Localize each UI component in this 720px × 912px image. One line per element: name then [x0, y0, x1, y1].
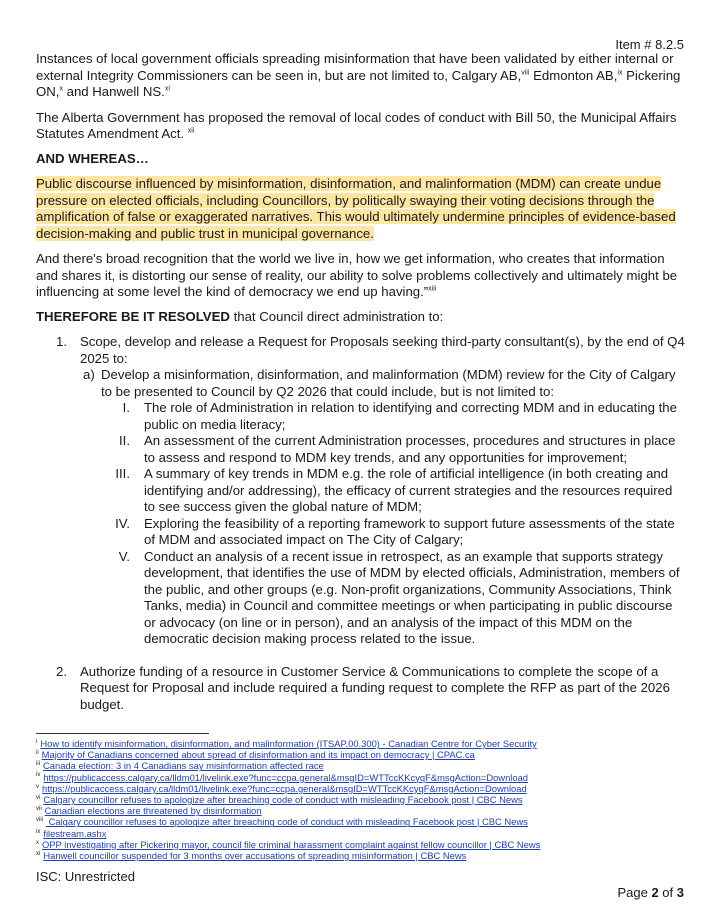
page-number: Page 2 of 3 — [617, 885, 684, 900]
footnote-ref-xiii[interactable]: xiii — [428, 285, 437, 293]
footnote-ref-xii[interactable]: xii — [187, 127, 195, 135]
footnote-link[interactable]: Majority of Canadians concerned about spread of disinformation and its impact on democracy | CPAC.ca — [41, 749, 475, 761]
footnote-link[interactable]: https://publicaccess.calgary.ca/lldm01/livelink.exe?func=ccpa.general&msgID=WTTccKKcyqF&msgAction=Download — [42, 782, 527, 794]
paragraph-misinformation-instances: Instances of local government officials spreading misinformation that have been validated by either internal or external Integrity Commissioners can be seen in, but are not limited to, Calgary AB,$^{viii}$ Edmonton AB,$^{ix}$ Pickering ON,$^x$ and Hanwell NS.$^{xi}$ — [36, 51, 681, 99]
footnote: $^{ii}$ Majority of Canadians concerned about spread of disinformation and its impact on democracy | CPAC.ca — [36, 749, 475, 761]
footnote-link[interactable]: Calgary councillor refuses to apologize after breaching code of conduct with misleading Facebook post | CBC News — [46, 816, 528, 828]
footnote: $^i$ How to identify misinformation, disinformation, and malinformation (ITSAP.00.300) - Canadian Centre for Cyber Security — [36, 738, 537, 749]
resolution-list — [36, 334, 686, 713]
footnote-link[interactable]: https://publicaccess.calgary.ca/lldm01/livelink.exe?func=ccpa.general&msgID=WTTccKKcyqF&msgAction=Download — [43, 771, 529, 783]
footnote: $^{viii}$ Calgary councillor refuses to apologize after breaching code of conduct with misleading Facebook post | CBC News — [36, 816, 528, 828]
roman-item: II. An assessment of the current Administration processes, procedures and structures in place to assess and respond to MDM key trends, and any opportunities for improvement; — [119, 433, 676, 465]
sub-list-item: a) Develop a misinformation, disinformation, and malinformation (MDM) review for the City of Calgary to be presented to Council by Q2 2026 that could include, but is not limited to: I. The role of Administration in relation to identifying and correcting MDM and in educating the public on media literacy; II. An assessment of the current Administration processes, procedures and structures in place to assess and respond to MDM key trends, and any opportunities for improvement; III. A summary of key trends in MDM e.g. the role of artificial intelligence (in both creating and identifying and/or addressing), the efficacy of current strategies and the resources required to see success given the global nature of MDM; IV. Exploring the feasibility of a reporting framework to support future assessments of the state of MDM and associated impact on The City of Calgary; V. Conduct an analysis of a recent issue in retrospect, as an example that supports strategy development, that identifies the use of MDM by elected officials, Administration, members of the public, and other groups (e.g. Non-profit organizations, Community Associations, Think Tanks, media) in Council and committee meetings or when participating in public discourse or advocacy (on line or in person), and an analysis of the impact of this MDM on the democratic decision making process related to the issue. — [80, 367, 686, 648]
footnote-link[interactable]: filestream.ashx — [43, 827, 107, 839]
roman-numeral: V. — [118, 548, 130, 564]
item-number: Item # 8.2.5 — [615, 37, 684, 52]
footnote-ref-viii[interactable]: viii — [521, 69, 530, 77]
sub-list-label: a) — [83, 367, 95, 382]
footnote: $^{vii}$ Canadian elections are threatened by disinformation — [36, 805, 262, 817]
resolved-clause: THEREFORE BE IT RESOLVED that Council direct administration to: — [36, 308, 444, 324]
resolved-heading: THEREFORE BE IT RESOLVED — [36, 308, 230, 324]
footnote-link[interactable]: Hanwell councillor suspended for 3 months over accusations of spreading misinformation | CBC News — [43, 850, 467, 862]
footnote-ref-xi[interactable]: xi — [164, 85, 170, 93]
security-classification: ISC: Unrestricted — [36, 869, 135, 884]
roman-item: I. The role of Administration in relation to identifying and correcting MDM and in educating the public on media literacy; — [122, 400, 677, 432]
roman-numeral: III. — [115, 466, 130, 481]
footnote-link[interactable]: OPP investigating after Pickering mayor, council file criminal harassment complaint against fellow councillor | CBC News — [42, 838, 541, 850]
list-number: 2. — [56, 663, 67, 679]
roman-item: IV. Exploring the feasibility of a reporting framework to support future assessments of the state of MDM and associated impact on The City of Calgary; — [115, 515, 675, 547]
footnote-link[interactable]: Canada election: 3 in 4 Canadians say misinformation affected race — [43, 760, 324, 772]
document-body — [36, 51, 686, 713]
footnotes — [36, 738, 540, 861]
roman-numeral: II. — [119, 433, 130, 448]
footnote-separator — [36, 733, 209, 734]
footnote-ref-x[interactable]: x — [59, 85, 63, 93]
footnote: $^{iv}$ https://publicaccess.calgary.ca/lldm01/livelink.exe?func=ccpa.general&msgID=WTTccKKcyqF&msgAction=Download — [36, 771, 529, 783]
footnote-link[interactable]: Calgary councillor refuses to apologize after breaching code of conduct with misleading Facebook post | CBC News — [43, 794, 523, 806]
footnote: $^{xi}$ Hanwell councillor suspended for 3 months over accusations of spreading misinformation | CBC News — [36, 850, 467, 862]
footnote: $^{vi}$ Calgary councillor refuses to apologize after breaching code of conduct with misleading Facebook post | CBC News — [36, 794, 523, 806]
highlighted-paragraph — [36, 176, 686, 242]
roman-numeral: I. — [122, 400, 130, 415]
sub-list — [80, 367, 686, 648]
paragraph-bill-50: The Alberta Government has proposed the removal of local codes of conduct with Bill 50, the Municipal Affairs Statutes Amendment Act. $^{xii}$ — [36, 109, 677, 141]
roman-item: III. A summary of key trends in MDM e.g. the role of artificial intelligence (in both creating and identifying and/or addressing), the efficacy of current strategies and the resources required to see success given the global nature of MDM; — [115, 466, 673, 514]
and-whereas-heading: AND WHEREAS… — [36, 150, 149, 166]
paragraph-quote: And there's broad recognition that the world we live in, how we get information, who creates that information and shares it, is distorting our sense of reality, our ability to solve problems collectively and ultimately might be influencing at some level the kind of democracy we end up having.”$^{xiii}$ — [36, 251, 678, 299]
footnote-ref-ix[interactable]: ix — [617, 69, 623, 77]
text-highlight: Public discourse influenced by misinformation, disinformation, and malinformation (MDM) can create undue pressure on elected officials, including Councillors, by politically swaying their voting decisions through the amplification of false or exaggerated narratives. This would ultimately undermine principles of evidence-based decision-making and public trust in municipal governance. — [36, 176, 676, 241]
footnote-link[interactable]: Canadian elections are threatened by disinformation — [44, 805, 262, 817]
roman-list — [101, 400, 686, 648]
list-item: 1. Scope, develop and release a Request for Proposals seeking third-party consultant(s), by the end of Q4 2025 to: a) Develop a misinformation, disinformation, and malinformation (MDM) review for the City of Calgary to be presented to Council by Q2 2026 that could include, but is not limited to: I. The role of Administration in relation to identifying and correcting MDM and in educating the public on media literacy; II. An assessment of the current Administration processes, procedures and structures in place to assess and respond to MDM key trends, and any opportunities for improvement; III. A summary of key trends in MDM e.g. the role of artificial intelligence (in both creating and identifying and/or addressing), the efficacy of current strategies and the resources required to see success given the global nature of MDM; IV. Exploring the feasibility of a reporting framework to support future assessments of the state of MDM and associated impact on The City of Calgary; V. Conduct an analysis of a recent issue in retrospect, as an example that supports strategy development, that identifies the use of MDM by elected officials, Administration, members of the public, and other groups (e.g. Non-profit organizations, Community Associations, Think Tanks, media) in Council and committee meetings or when participating in public discourse or advocacy (on line or in person), and an analysis of the impact of this MDM on the democratic decision making process related to the issue. — [56, 334, 685, 646]
footnote: $^{ix}$ filestream.ashx — [36, 827, 107, 839]
list-number: 1. — [56, 334, 67, 349]
footnote-link[interactable]: How to identify misinformation, disinformation, and malinformation (ITSAP.00.300) - Canadian Centre for Cyber Security — [40, 738, 537, 749]
list-item: 2. Authorize funding of a resource in Customer Service & Communications to complete the scope of a Request for Proposal and include required a funding request to complete the RFP as part of the 2026 budget. — [56, 663, 670, 712]
roman-item: V. Conduct an analysis of a recent issue in retrospect, as an example that supports strategy development, that identifies the use of MDM by elected officials, Administration, members of the public, and other groups (e.g. Non-profit organizations, Community Associations, Think Tanks, media) in Council and committee meetings or when participating in public discourse or advocacy (on line or in person), and an analysis of the impact of this MDM on the democratic decision making process related to the issue. — [118, 548, 680, 646]
roman-numeral: IV. — [115, 515, 130, 531]
footnote: $^v$ https://publicaccess.calgary.ca/lldm01/livelink.exe?func=ccpa.general&msgID=WTTccKKcyqF&msgAction=Download — [36, 782, 527, 794]
footnote: $^{iii}$ Canada election: 3 in 4 Canadians say misinformation affected race — [36, 760, 324, 772]
footnote: $^x$ OPP investigating after Pickering mayor, council file criminal harassment complaint against fellow councillor | CBC News — [36, 838, 541, 850]
